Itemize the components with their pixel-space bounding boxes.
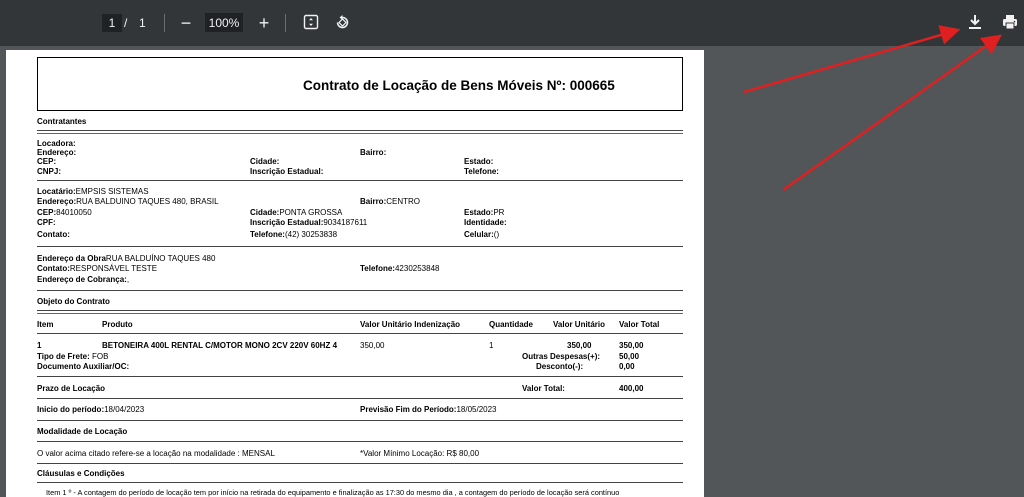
tipo-frete: Tipo de Frete: FOB (37, 352, 109, 361)
obra-telefone: Telefone:4230253848 (360, 264, 440, 273)
divider (37, 441, 683, 442)
zoom-in-button[interactable]: + (258, 12, 270, 33)
zoom-out-button[interactable]: − (180, 12, 192, 33)
obra-contato: Contato:RESPONSÁVEL TESTE (37, 264, 158, 273)
row-valor-total: 350,00 (619, 341, 644, 350)
col-valor-indenizacao: Valor Unitário Indenização (360, 320, 461, 329)
toolbar-divider (285, 14, 286, 32)
row-valor-indenizacao: 350,00 (360, 341, 385, 350)
fit-page-icon[interactable] (302, 13, 320, 31)
locatario-ie: Inscrição Estadual:9034187611 (250, 218, 368, 227)
section-contratantes: Contratantes (37, 117, 87, 126)
divider (37, 246, 683, 247)
divider (37, 180, 683, 181)
prazo-locacao-label: Prazo de Locação (37, 384, 106, 393)
locatario-identidade-label: Identidade: (464, 218, 507, 227)
locatario-telefone: Telefone:(42) 30253838 (250, 230, 338, 239)
page-number-input[interactable]: 1 (102, 14, 122, 32)
row-quantidade: 1 (489, 341, 494, 350)
outras-despesas-label: Outras Despesas(+): (522, 352, 601, 361)
locadora-cidade-label: Cidade: (250, 157, 280, 166)
section-modalidade: Modalidade de Locação (37, 427, 128, 436)
col-valor-total: Valor Total (619, 320, 660, 329)
locatario-estado: Estado:PR (464, 208, 505, 217)
print-icon[interactable] (1001, 13, 1019, 31)
divider (37, 333, 683, 334)
pdf-page (6, 50, 704, 497)
locatario-cidade: Cidade:PONTA GROSSA (250, 208, 343, 217)
page-total: 1 (139, 16, 146, 30)
page-separator: / (124, 16, 128, 30)
rotate-icon[interactable] (333, 13, 351, 31)
col-item: Item (37, 320, 54, 329)
locadora-bairro-label: Bairro: (360, 148, 387, 157)
divider (37, 130, 683, 131)
document-title: Contrato de Locação de Bens Móveis Nº: 000665 (303, 78, 615, 93)
col-valor-unitario: Valor Unitário (553, 320, 606, 329)
zoom-level-input[interactable]: 100% (205, 13, 243, 32)
endereco-obra: Endereço da ObraRUA BALDUÍNO TAQUES 480 (37, 254, 216, 263)
locatario-cpf-label: CPF: (37, 218, 56, 227)
endereco-cobranca: Endereço de Cobrança:, (37, 275, 130, 284)
pdf-viewer-toolbar (0, 0, 1024, 46)
locadora-ie-label: Inscrição Estadual: (250, 167, 324, 176)
locadora-endereco-label: Endereço: (37, 148, 77, 157)
locadora-estado-label: Estado: (464, 157, 494, 166)
clausula-item-1: Item 1 º - A contagem do período de locação tem por início na retirada do equipamento e finalização as 17:30 do mesmo dia , a contagem do período de locação será contínuo (46, 488, 620, 497)
valor-minimo-text: *Valor Mínimo Locação: R$ 80,00 (360, 449, 480, 458)
locadora-telefone-label: Telefone: (464, 167, 499, 176)
col-quantidade: Quantidade (489, 320, 534, 329)
desconto-value: 0,00 (619, 362, 635, 371)
desconto-label: Desconto(-): (536, 362, 584, 371)
locatario-celular: Celular:() (464, 230, 500, 239)
col-produto: Produto (102, 320, 133, 329)
download-icon[interactable] (966, 13, 984, 31)
divider (37, 313, 683, 314)
divider (37, 310, 683, 311)
row-item: 1 (37, 341, 42, 350)
outras-despesas-value: 50,00 (619, 352, 640, 361)
previsao-fim-periodo: Previsão Fim do Período:18/05/2023 (360, 405, 497, 414)
row-valor-unitario: 350,00 (567, 341, 592, 350)
modalidade-text: O valor acima citado refere-se a locação na modalidade : MENSAL (37, 449, 275, 458)
divider (37, 482, 683, 483)
divider (37, 463, 683, 464)
divider (37, 398, 683, 399)
divider (37, 420, 683, 421)
documento-auxiliar-label: Documento Auxiliar/OC: (37, 362, 130, 371)
valor-total-label: Valor Total: (522, 384, 565, 393)
toolbar-divider (164, 14, 165, 32)
locadora-label: Locadora: (37, 139, 76, 148)
divider (37, 133, 683, 134)
section-objeto: Objeto do Contrato (37, 297, 110, 306)
locadora-cep-label: CEP: (37, 157, 57, 166)
section-clausulas: Cláusulas e Condições (37, 469, 125, 478)
locatario-endereco: Endereço:RUA BALDUINO TAQUES 480, BRASIL (37, 197, 219, 206)
locatario-cep: CEP:84010050 (37, 208, 92, 217)
divider (37, 376, 683, 377)
locadora-cnpj-label: CNPJ: (37, 167, 62, 176)
arrow-to-print (783, 36, 1000, 190)
locatario-line: Locatário:EMPSIS SISTEMAS (37, 187, 149, 196)
row-produto: BETONEIRA 400L RENTAL C/MOTOR MONO 2CV 220V 60HZ 4 (102, 341, 338, 350)
divider (37, 290, 683, 291)
locatario-contato-label: Contato: (37, 230, 70, 239)
inicio-periodo: Inicio do período:18/04/2023 (37, 405, 145, 414)
title-box (37, 57, 683, 111)
locatario-bairro: Bairro:CENTRO (360, 197, 421, 206)
valor-total-value: 400,00 (619, 384, 644, 393)
